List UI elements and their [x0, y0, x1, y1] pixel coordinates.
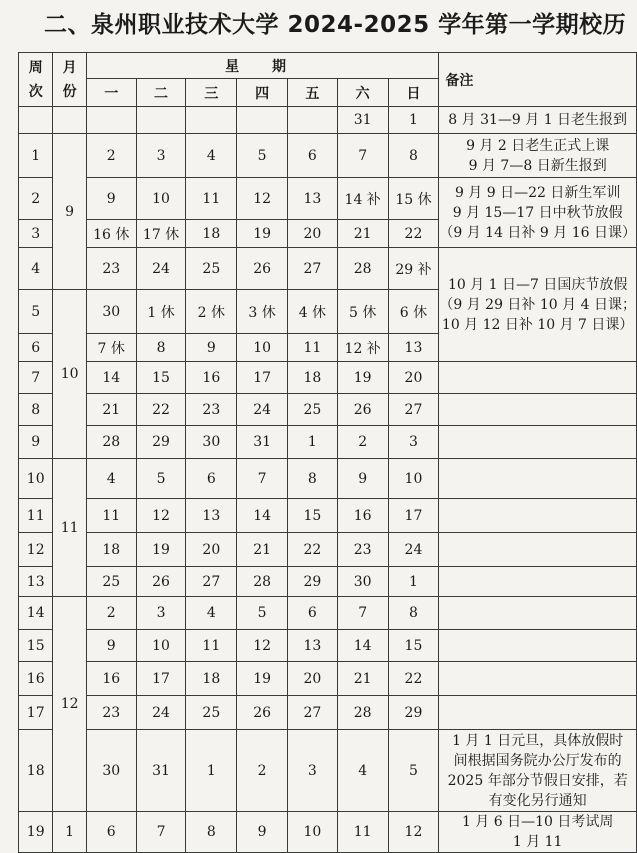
day-cell-mon: 16: [86, 662, 136, 696]
day-cell-sun: 12: [388, 812, 439, 853]
remark-line: 9 月 9 日—22 日新生军训: [454, 184, 621, 201]
day-cell-sun: 10: [388, 459, 439, 499]
week-number-cell: 13: [19, 567, 53, 597]
day-cell-wed: 25: [186, 696, 237, 730]
day-cell-sun: 1: [388, 107, 439, 134]
day-cell-mon: 9: [86, 630, 136, 662]
day-cell-thu: 14: [237, 499, 288, 533]
calendar-row: [19, 499, 637, 533]
month-cell-empty: [53, 107, 86, 134]
remarks-cell: [439, 567, 637, 597]
day-cell-thu: 28: [237, 567, 288, 597]
remarks-cell: [439, 394, 637, 426]
week-number-cell: 1: [19, 134, 53, 178]
day-cell-sat: 28: [337, 248, 388, 290]
week-number-cell: 11: [19, 499, 53, 533]
remark-line: （9 月 14 日补 9 月 16 日课）: [439, 224, 636, 241]
day-cell-sat: 7: [337, 597, 388, 630]
day-cell-fri: 13: [287, 178, 337, 220]
calendar-row: [19, 812, 637, 853]
day-cell-tue: 17: [136, 662, 186, 696]
day-cell-thu: [237, 107, 288, 134]
day-cell-sun: 8: [388, 134, 439, 178]
day-cell-tue: 19: [136, 533, 186, 567]
calendar-row: [19, 426, 637, 459]
day-cell-fri: 3: [287, 730, 337, 812]
month-cell: 9: [53, 134, 86, 290]
day-cell-wed: 30: [186, 426, 237, 459]
day-cell-mon: [86, 107, 136, 134]
remarks-cell: [439, 499, 637, 533]
day-cell-fri: 4 休: [287, 290, 337, 334]
calendar-row: [19, 248, 637, 290]
remark-line: 9 月 15—17 日中秋节放假: [452, 204, 623, 221]
day-cell-sat: 2: [337, 426, 388, 459]
remarks-cell: [439, 107, 637, 134]
day-cell-fri: 18: [287, 362, 337, 394]
day-cell-tue: 22: [136, 394, 186, 426]
remarks-cell: [439, 426, 637, 459]
remark-line: 10 月 1 日—7 日国庆节放假: [447, 276, 628, 293]
day-cell-sun: 22: [388, 662, 439, 696]
day-cell-wed: 18: [186, 662, 237, 696]
week-number-cell: 17: [19, 696, 53, 730]
day-cell-tue: 24: [136, 248, 186, 290]
remark-line: 1 月 1 日元旦，具体放假时: [452, 732, 624, 749]
month-cell: 12: [53, 597, 86, 812]
day-cell-sun: 29: [388, 696, 439, 730]
day-cell-sun: 6 休: [388, 290, 439, 334]
day-cell-sun: 15 休: [388, 178, 439, 220]
day-cell-thu: 5: [237, 134, 288, 178]
day-cell-tue: 8: [136, 334, 186, 362]
week-number-cell: 14: [19, 597, 53, 630]
day-cell-mon: 16 休: [86, 220, 136, 248]
header-day-tue: 二: [136, 79, 186, 107]
remarks-cell: [439, 362, 637, 394]
day-cell-fri: 11: [287, 334, 337, 362]
day-cell-fri: [287, 107, 337, 134]
day-cell-tue: 3: [136, 134, 186, 178]
remarks-cell: [439, 134, 637, 178]
header-day-wed: 三: [186, 79, 237, 107]
week-number-cell: 19: [19, 812, 53, 853]
day-cell-thu: 9: [237, 812, 288, 853]
calendar-row: [19, 567, 637, 597]
day-cell-sat: 30: [337, 567, 388, 597]
day-cell-tue: 3: [136, 597, 186, 630]
day-cell-wed: 23: [186, 394, 237, 426]
remarks-cell: [439, 248, 637, 362]
day-cell-mon: 14: [86, 362, 136, 394]
day-cell-thu: 10: [237, 334, 288, 362]
day-cell-wed: 1: [186, 730, 237, 812]
day-cell-fri: 22: [287, 533, 337, 567]
day-cell-thu: 2: [237, 730, 288, 812]
day-cell-fri: 27: [287, 248, 337, 290]
day-cell-sun: 20: [388, 362, 439, 394]
week-number-cell: 7: [19, 362, 53, 394]
day-cell-thu: 3 休: [237, 290, 288, 334]
day-cell-thu: 7: [237, 459, 288, 499]
day-cell-wed: 20: [186, 533, 237, 567]
day-cell-fri: 20: [287, 662, 337, 696]
day-cell-thu: 12: [237, 630, 288, 662]
week-number-cell: 18: [19, 730, 53, 812]
day-cell-sat: 7: [337, 134, 388, 178]
day-cell-mon: 2: [86, 597, 136, 630]
day-cell-tue: [136, 107, 186, 134]
day-cell-fri: 10: [287, 812, 337, 853]
remarks-cell: [439, 178, 637, 248]
day-cell-tue: 10: [136, 178, 186, 220]
week-number-cell: 6: [19, 334, 53, 362]
week-number-cell: 10: [19, 459, 53, 499]
day-cell-sun: 22: [388, 220, 439, 248]
day-cell-sun: 17: [388, 499, 439, 533]
day-cell-thu: 26: [237, 248, 288, 290]
remark-line: 1 月 6 日—10 日考试周: [461, 814, 614, 830]
remarks-cell: [439, 662, 637, 696]
day-cell-fri: 25: [287, 394, 337, 426]
month-cell: 10: [53, 290, 86, 459]
month-cell: 11: [53, 459, 86, 597]
day-cell-mon: 25: [86, 567, 136, 597]
day-cell-fri: 1: [287, 426, 337, 459]
day-cell-sat: 21: [337, 220, 388, 248]
day-cell-wed: 16: [186, 362, 237, 394]
day-cell-sat: 12 补: [337, 334, 388, 362]
day-cell-mon: 23: [86, 696, 136, 730]
day-cell-thu: 31: [237, 426, 288, 459]
day-cell-mon: 7 休: [86, 334, 136, 362]
day-cell-sat: 14 补: [337, 178, 388, 220]
header-weekday-group: 星 期: [86, 53, 439, 79]
calendar-row: [19, 394, 637, 426]
week-number-cell: 3: [19, 220, 53, 248]
day-cell-wed: 25: [186, 248, 237, 290]
calendar-row: [19, 362, 637, 394]
day-cell-tue: 1 休: [136, 290, 186, 334]
week-number-cell: 16: [19, 662, 53, 696]
day-cell-thu: 12: [237, 178, 288, 220]
day-cell-mon: 30: [86, 730, 136, 812]
day-cell-mon: 28: [86, 426, 136, 459]
calendar-row: [19, 662, 637, 696]
day-cell-sat: 14: [337, 630, 388, 662]
remarks-cell: [439, 597, 637, 630]
day-cell-thu: 24: [237, 394, 288, 426]
calendar-row: [19, 134, 637, 178]
day-cell-mon: 4: [86, 459, 136, 499]
day-cell-fri: 27: [287, 696, 337, 730]
day-cell-sat: 16: [337, 499, 388, 533]
day-cell-thu: 17: [237, 362, 288, 394]
day-cell-sat: 11: [337, 812, 388, 853]
day-cell-sun: 15: [388, 630, 439, 662]
remark-line: 9 月 2 日老生正式上课: [466, 137, 610, 154]
day-cell-mon: 30: [86, 290, 136, 334]
calendar-row: [19, 730, 637, 812]
remark-line: 2025 年部分节假日安排，若: [447, 772, 628, 789]
day-cell-sun: 3: [388, 426, 439, 459]
day-cell-tue: 7: [136, 812, 186, 853]
remark-line: （9 月 29 日补 10 月 4 日课；: [439, 296, 636, 313]
week-number-cell: 4: [19, 248, 53, 290]
day-cell-wed: 4: [186, 134, 237, 178]
remarks-cell: [439, 533, 637, 567]
day-cell-sat: 26: [337, 394, 388, 426]
day-cell-sat: 19: [337, 362, 388, 394]
day-cell-sun: 1: [388, 567, 439, 597]
day-cell-fri: 20: [287, 220, 337, 248]
day-cell-fri: 15: [287, 499, 337, 533]
day-cell-thu: 5: [237, 597, 288, 630]
calendar-row: [19, 597, 637, 630]
day-cell-fri: 8: [287, 459, 337, 499]
day-cell-mon: 6: [86, 812, 136, 853]
day-cell-sat: 9: [337, 459, 388, 499]
day-cell-sat: 28: [337, 696, 388, 730]
calendar-row: [19, 178, 637, 220]
week-number-cell: 2: [19, 178, 53, 220]
day-cell-wed: 18: [186, 220, 237, 248]
day-cell-sat: 23: [337, 533, 388, 567]
day-cell-thu: 19: [237, 662, 288, 696]
day-cell-thu: 26: [237, 696, 288, 730]
day-cell-wed: 6: [186, 459, 237, 499]
day-cell-wed: 9: [186, 334, 237, 362]
week-number-cell: 8: [19, 394, 53, 426]
day-cell-fri: 13: [287, 630, 337, 662]
day-cell-tue: 31: [136, 730, 186, 812]
day-cell-tue: 15: [136, 362, 186, 394]
remarks-cell: [439, 459, 637, 499]
remark-line: 1 月 11: [512, 834, 563, 850]
day-cell-tue: 10: [136, 630, 186, 662]
day-cell-sun: 29 补: [388, 248, 439, 290]
remark-line: 10 月 12 日补 10 月 7 日课）: [441, 316, 634, 333]
day-cell-tue: 29: [136, 426, 186, 459]
remark-line: 间根据国务院办公厅发布的: [453, 752, 622, 769]
day-cell-tue: 26: [136, 567, 186, 597]
day-cell-wed: 11: [186, 630, 237, 662]
day-cell-tue: 5: [136, 459, 186, 499]
day-cell-sun: 13: [388, 334, 439, 362]
day-cell-sun: 5: [388, 730, 439, 812]
day-cell-wed: 8: [186, 812, 237, 853]
day-cell-mon: 2: [86, 134, 136, 178]
school-calendar-table: [18, 52, 637, 853]
day-cell-fri: 29: [287, 567, 337, 597]
header-day-mon: 一: [86, 79, 136, 107]
day-cell-tue: 17 休: [136, 220, 186, 248]
week-number-cell: [19, 107, 53, 134]
calendar-row: [19, 630, 637, 662]
header-day-fri: 五: [287, 79, 337, 107]
day-cell-wed: 2 休: [186, 290, 237, 334]
day-cell-sat: 21: [337, 662, 388, 696]
remarks-cell: [439, 730, 637, 812]
day-cell-mon: 9: [86, 178, 136, 220]
header-day-sun: 日: [388, 79, 439, 107]
day-cell-tue: 24: [136, 696, 186, 730]
day-cell-tue: 12: [136, 499, 186, 533]
day-cell-fri: 6: [287, 134, 337, 178]
calendar-row: [19, 533, 637, 567]
day-cell-wed: 4: [186, 597, 237, 630]
day-cell-mon: 11: [86, 499, 136, 533]
week-number-cell: 9: [19, 426, 53, 459]
day-cell-sat: 4: [337, 730, 388, 812]
day-cell-sun: 27: [388, 394, 439, 426]
day-cell-sat: 31: [337, 107, 388, 134]
header-day-thu: 四: [237, 79, 288, 107]
month-cell: 1: [53, 812, 86, 853]
day-cell-sat: 5 休: [337, 290, 388, 334]
day-cell-thu: 21: [237, 533, 288, 567]
remarks-cell: [439, 630, 637, 662]
day-cell-fri: 6: [287, 597, 337, 630]
day-cell-mon: 18: [86, 533, 136, 567]
calendar-row: [19, 696, 637, 730]
header-week: 周 次: [19, 53, 53, 107]
header-remarks: 备注: [439, 53, 637, 107]
remarks-cell: [439, 696, 637, 730]
remark-line: 有变化另行通知: [488, 792, 587, 809]
week-number-cell: 15: [19, 630, 53, 662]
calendar-row: [19, 107, 637, 134]
day-cell-sun: 24: [388, 533, 439, 567]
day-cell-wed: 13: [186, 499, 237, 533]
week-number-cell: 12: [19, 533, 53, 567]
day-cell-wed: 11: [186, 178, 237, 220]
calendar-row: [19, 459, 637, 499]
day-cell-wed: 27: [186, 567, 237, 597]
day-cell-sun: 8: [388, 597, 439, 630]
day-cell-wed: [186, 107, 237, 134]
header-day-sat: 六: [337, 79, 388, 107]
day-cell-thu: 19: [237, 220, 288, 248]
page-title: 二、泉州职业技术大学 2024-2025 学年第一学期校历: [44, 12, 627, 38]
remark-line: 9 月 7—8 日新生报到: [468, 157, 607, 174]
header-month: 月 份: [53, 53, 86, 107]
day-cell-mon: 23: [86, 248, 136, 290]
week-number-cell: 5: [19, 290, 53, 334]
remarks-cell: [439, 812, 637, 853]
day-cell-mon: 21: [86, 394, 136, 426]
remark-line: 8 月 31—9 月 1 日老生报到: [448, 112, 628, 128]
